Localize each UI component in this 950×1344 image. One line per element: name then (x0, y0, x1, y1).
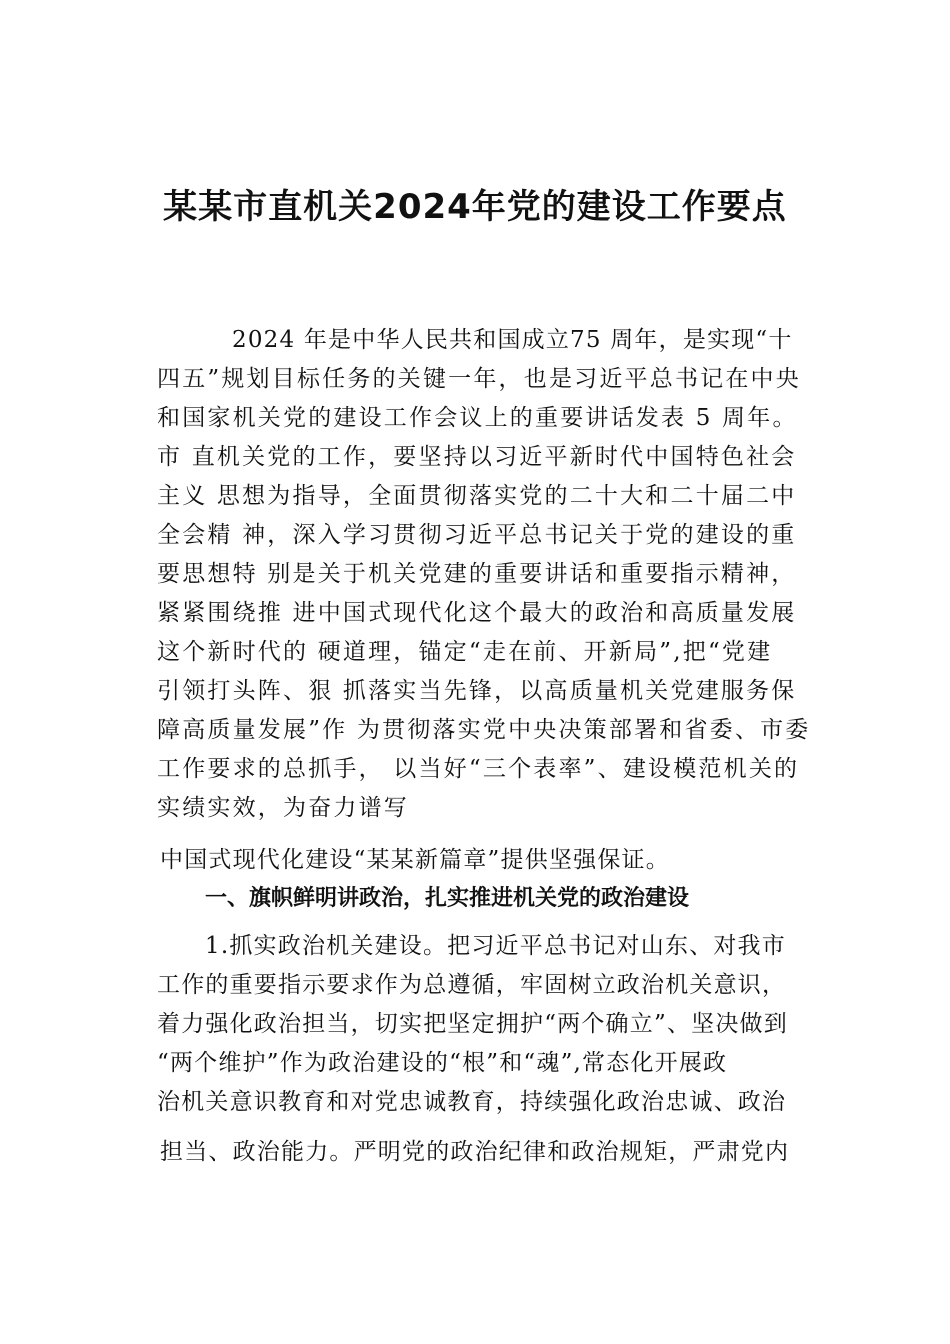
intro-line-12: 工作要求的总抓手， 以当好“三个表率”、建设模范机关的 (157, 756, 800, 782)
section-1-heading: 一、旗帜鲜明讲政治，扎实推进机关党的政治建设 (205, 886, 690, 911)
intro-line-10: 引领打头阵、狠 抓落实当先锋，以高质量机关党建服务保 (157, 678, 797, 704)
intro-line-5: 主义 思想为指导，全面贯彻落实党的二十大和二十届二中 (157, 483, 797, 509)
intro-line-1: 2024 年是中华人民共和国成立75 周年，是实现“十 (232, 327, 793, 353)
section-1-line-5: 治机关意识教育和对党忠诚教育，持续强化政治忠诚、政治 (157, 1089, 787, 1115)
intro-line-11: 障高质量发展”作 为贯彻落实党中央决策部署和省委、市委 (157, 717, 811, 743)
section-1-line-4: “两个维护”作为政治建设的“根”和“魂”,常态化开展政 (157, 1050, 728, 1076)
intro-line-9: 这个新时代的 硬道理，锚定“走在前、开新局”,把“党建 (157, 639, 773, 665)
section-1-line-3: 着力强化政治担当，切实把坚定拥护“两个确立”、坚决做到 (157, 1011, 788, 1037)
intro-line-3: 和国家机关党的建设工作会议上的重要讲话发表 5 周年。 (157, 405, 798, 431)
intro-tail-line: 中国式现代化建设“某某新篇章”提供坚强保证。 (160, 847, 670, 873)
intro-line-7: 要思想特 别是关于机关党建的重要讲话和重要指示精神， (157, 561, 797, 587)
intro-line-6: 全会精 神，深入学习贯彻习近平总书记关于党的建设的重 (157, 522, 797, 548)
section-1-line-1: 1.抓实政治机关建设。把习近平总书记对山东、对我市 (205, 933, 786, 959)
intro-line-4: 市 直机关党的工作，要坚持以习近平新时代中国特色社会 (157, 444, 797, 470)
intro-line-8: 紧紧围绕推 进中国式现代化这个最大的政治和高质量发展 (157, 600, 797, 626)
intro-line-13: 实绩实效，为奋力谱写 (157, 795, 409, 821)
document-title: 某某市直机关2024年党的建设工作要点 (163, 187, 787, 227)
section-1-line-6: 担当、政治能力。严明党的政治纪律和政治规矩，严肃党内 (160, 1139, 790, 1165)
section-1-line-2: 工作的重要指示要求作为总遵循，牢固树立政治机关意识， (157, 972, 787, 998)
intro-line-2: 四五”规划目标任务的关键一年，也是习近平总书记在中央 (157, 366, 801, 392)
